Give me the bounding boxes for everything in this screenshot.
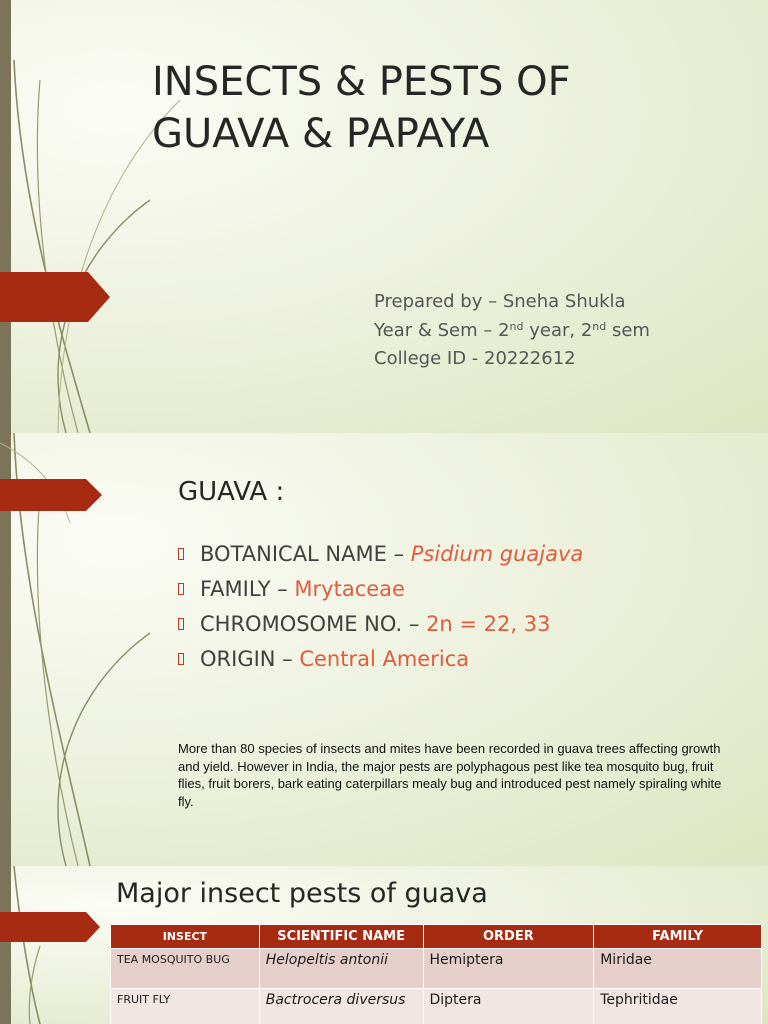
column-header: FAMILY bbox=[594, 925, 762, 949]
table-cell: Tephritidae bbox=[594, 989, 762, 1024]
bullet-label: BOTANICAL NAME – bbox=[200, 542, 411, 566]
list-item bbox=[178, 642, 583, 677]
table-cell: Hemiptera bbox=[423, 949, 594, 989]
column-header: INSECT bbox=[111, 925, 260, 949]
guava-pest-paragraph: More than 80 species of insects and mites have been recorded in guava trees affecting growth and yield. However in India, the major pests are polyphagous pest like tea mosquito bug, fruit flies, fruit borers, bark eating caterpillars mealy bug and introduced pest namely spiraling white fly. bbox=[178, 741, 722, 809]
bullet-label: FAMILY – bbox=[200, 577, 295, 601]
year-suffix: sem bbox=[606, 319, 650, 341]
pest-table-slide bbox=[0, 866, 768, 1024]
bullet-value: Mrytaceae bbox=[294, 577, 405, 601]
table-cell: Miridae bbox=[594, 949, 762, 989]
table-row bbox=[111, 949, 762, 989]
guava-info-slide bbox=[0, 433, 768, 866]
bullet-icon bbox=[178, 583, 184, 595]
year-prefix: Year & Sem – 2 bbox=[374, 319, 510, 341]
year-sup-2: nd bbox=[592, 319, 607, 333]
list-item bbox=[178, 572, 583, 607]
author-info bbox=[374, 288, 650, 374]
column-header: ORDER bbox=[423, 925, 594, 949]
red-arrow-tab bbox=[0, 479, 102, 511]
year-sem bbox=[374, 317, 650, 346]
bullet-value: 2n = 22, 33 bbox=[426, 612, 551, 636]
prepared-by: Prepared by – Sneha Shukla bbox=[374, 291, 626, 312]
year-sup-1: nd bbox=[509, 319, 524, 333]
section-title: Major insect pests of guava bbox=[116, 878, 488, 909]
title-line-1: INSECTS & PESTS OF bbox=[152, 59, 571, 105]
pest-table bbox=[110, 924, 762, 1024]
guava-facts-list bbox=[178, 537, 583, 677]
bullet-label: CHROMOSOME NO. – bbox=[200, 612, 427, 636]
bullet-value: Psidium guajava bbox=[410, 542, 584, 566]
table-cell: FRUIT FLY bbox=[111, 989, 260, 1024]
table-cell: TEA MOSQUITO BUG bbox=[111, 949, 260, 989]
year-mid: year, 2 bbox=[523, 319, 593, 341]
red-arrow-tab bbox=[0, 272, 110, 322]
bullet-label: ORIGIN – bbox=[200, 647, 300, 671]
column-header: SCIENTIFIC NAME bbox=[259, 925, 423, 949]
list-item bbox=[178, 537, 583, 572]
list-item bbox=[178, 607, 583, 642]
red-arrow-tab bbox=[0, 912, 100, 942]
table-cell: Helopeltis antonii bbox=[259, 949, 423, 989]
bullet-icon bbox=[178, 548, 184, 560]
table-cell: Diptera bbox=[423, 989, 594, 1024]
bullet-icon bbox=[178, 653, 184, 665]
college-id: College ID - 20222612 bbox=[374, 348, 576, 369]
table-cell: Bactrocera diversus bbox=[259, 989, 423, 1024]
title-line-2: GUAVA & PAPAYA bbox=[152, 111, 490, 157]
title-slide bbox=[0, 0, 768, 433]
table-header-row bbox=[111, 925, 762, 949]
table-row bbox=[111, 989, 762, 1024]
presentation-title bbox=[152, 56, 752, 160]
section-title: GUAVA : bbox=[178, 477, 285, 507]
bullet-icon bbox=[178, 618, 184, 630]
bullet-value: Central America bbox=[299, 647, 470, 671]
